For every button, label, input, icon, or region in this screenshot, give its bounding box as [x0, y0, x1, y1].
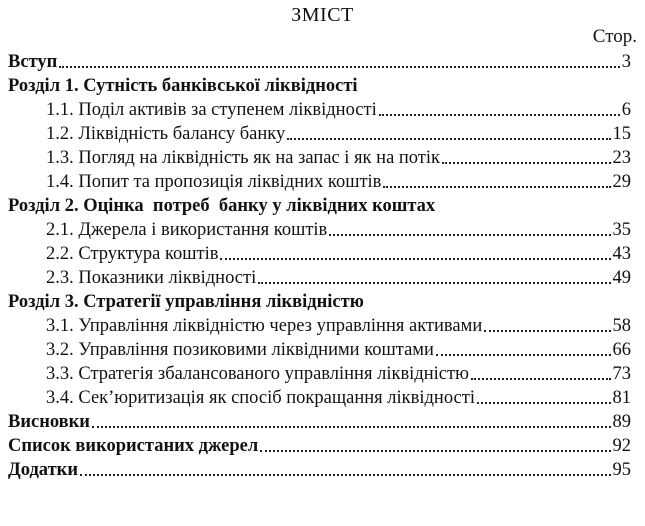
leader-dots: [471, 362, 611, 380]
toc-entry-page: 3: [621, 52, 631, 72]
toc-entry-1-3: [46, 146, 631, 170]
toc-entry-page: 81: [612, 388, 631, 408]
leader-dots: [484, 314, 610, 332]
leader-dots: [287, 122, 610, 140]
leader-dots: [379, 98, 620, 116]
toc-entry-text: Розділ 3. Стратегії управління ліквідністю: [8, 292, 364, 312]
toc-entry-1-1: [46, 98, 631, 122]
toc-entry-page: 29: [612, 172, 631, 192]
toc-entry-page: 66: [612, 340, 631, 360]
leader-dots: [477, 386, 611, 404]
toc-entry-text: 3.1. Управління ліквідністю через управління активами: [46, 316, 483, 336]
toc-entry-text: 3.4. Сек’юритизація як спосіб покращання ліквідності: [46, 388, 475, 408]
leader-dots: [258, 266, 610, 284]
toc-entry-page: 92: [612, 436, 631, 456]
toc-entry-text: Розділ 2. Оцінка потреб банку у ліквідних коштах: [8, 196, 436, 216]
toc-section-1-heading: [8, 74, 631, 98]
toc-entry-text: Список використаних джерел: [8, 436, 259, 456]
toc-entry-conclusions: [8, 410, 631, 434]
toc-entry-text: 2.1. Джерела і використання коштів: [46, 220, 328, 240]
toc-entry-text: Розділ 1. Сутність банківської ліквідності: [8, 76, 358, 96]
toc-entry-2-3: [46, 266, 631, 290]
leader-dots: [436, 338, 611, 356]
toc-entry-page: 6: [621, 100, 631, 120]
toc-entry-page: 15: [612, 124, 631, 144]
toc-entry-text: 3.2. Управління позиковими ліквідними коштами: [46, 340, 434, 360]
toc-entry-text: Вступ: [8, 52, 58, 72]
toc-entry-page: 95: [612, 460, 631, 480]
toc-entry-1-2: [46, 122, 631, 146]
toc-entry-page: 35: [612, 220, 631, 240]
toc-entry-text: 1.2. Ліквідність балансу банку: [46, 124, 286, 144]
toc-entry-3-4: [46, 386, 631, 410]
toc-entry-text: 1.1. Поділ активів за ступенем ліквідності: [46, 100, 377, 120]
toc-entry-appendices: [8, 458, 631, 482]
toc-entry-page: 49: [612, 268, 631, 288]
toc-title: ЗМІСТ: [291, 4, 354, 26]
toc-section-2-heading: [8, 194, 631, 218]
toc-entry-page: 58: [612, 316, 631, 336]
toc-entry-text: 2.2. Структура коштів: [46, 244, 219, 264]
leader-dots: [92, 410, 611, 428]
toc-entry-text: Додатки: [8, 460, 78, 480]
toc-entry-2-1: [46, 218, 631, 242]
toc-entry-3-1: [46, 314, 631, 338]
toc-entry-3-3: [46, 362, 631, 386]
page-column-label: Стор.: [592, 26, 637, 47]
toc-entry-page: 23: [612, 148, 631, 168]
toc-entry-text: Висновки: [8, 412, 90, 432]
toc-entry-page: 89: [612, 412, 631, 432]
leader-dots: [329, 218, 610, 236]
toc-entry-references: [8, 434, 631, 458]
leader-dots: [383, 170, 610, 188]
toc-entry-text: 3.3. Стратегія збалансованого управління ліквідністю: [46, 364, 469, 384]
toc-entry-1-4: [46, 170, 631, 194]
toc-entry-text: 2.3. Показники ліквідності: [46, 268, 257, 288]
toc-entry-text: 1.4. Попит та пропозиція ліквідних коштів: [46, 172, 382, 192]
leader-dots: [260, 434, 610, 452]
toc-entry-intro: [8, 50, 631, 74]
toc-entry-3-2: [46, 338, 631, 362]
toc-section-3-heading: [8, 290, 631, 314]
toc-entry-page: 73: [612, 364, 631, 384]
leader-dots: [80, 458, 611, 476]
toc-entry-page: 43: [612, 244, 631, 264]
leader-dots: [442, 146, 610, 164]
toc-entry-text: 1.3. Погляд на ліквідність як на запас і як на потік: [46, 148, 441, 168]
leader-dots: [59, 50, 619, 68]
toc-entry-2-2: [46, 242, 631, 266]
leader-dots: [220, 242, 610, 260]
